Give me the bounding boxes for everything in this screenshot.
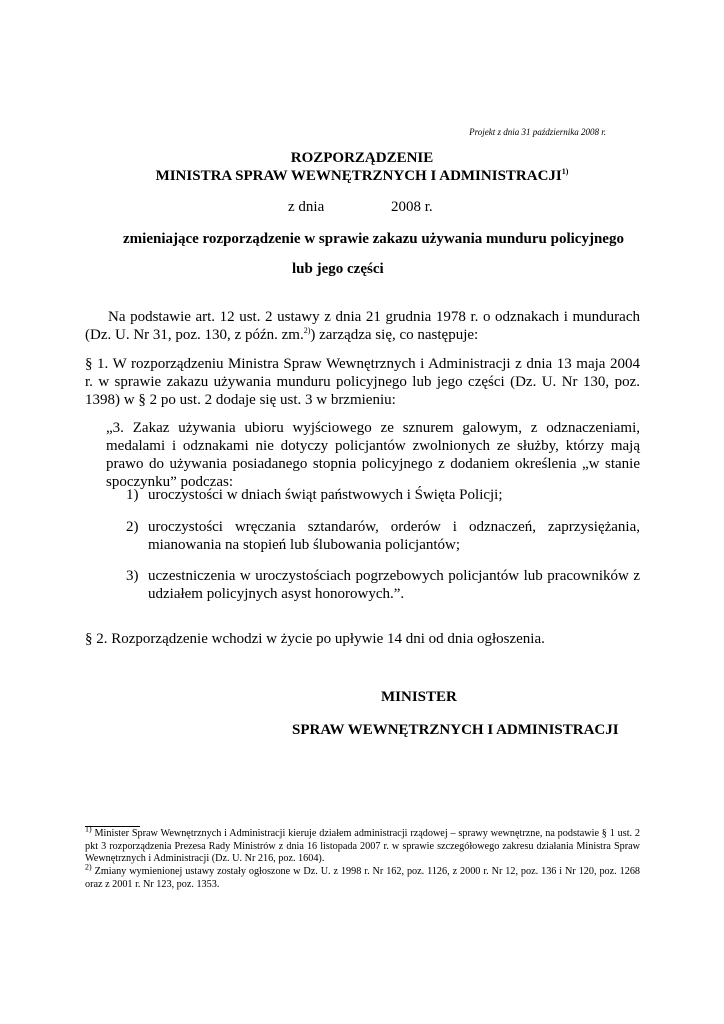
list-item [126,486,640,504]
list-item-text: uroczystości w dniach świąt państwowych i Święta Policji; [148,487,503,503]
footnote-text: Zmiany wymienionej ustawy zostały ogłoszone w Dz. U. z 1998 r. Nr 162, poz. 1126, z 2000 r. Nr 12, poz. 136 i Nr 120, poz. 1268 oraz z 2001 r. Nr 123, poz. 1353. [85,866,641,890]
draft-note: Projekt z dnia 31 października 2008 r. [469,127,606,137]
footnote-ref-2: 2) [303,326,311,335]
issuer-text: MINISTRA SPRAW WEWNĘTRZNYCH I ADMINISTRACJI [155,168,562,184]
list-item-number: 3) [126,568,139,584]
footnote-marker: 1) [85,824,92,834]
list-item [126,567,640,603]
date-line [288,199,433,216]
preamble-text-b: ) zarządza się, co następuje: [310,327,479,343]
subject-line-1: zmieniające rozporządzenie w sprawie zakazu używania munduru policyjnego [123,231,624,247]
footnote-ref-1: 1) [561,167,569,176]
subject-line-2: lub jego części [292,261,384,277]
footnote-divider [85,826,140,827]
date-prefix: z dnia [288,199,325,215]
quoted-provision: „3. Zakaz używania ubioru wyjściowego ze sznurem galowym, z odznaczeniami, medalami i odznakami nie dotyczy policjantów zwolnionych ze służby, którzy mają prawo do używania posiadanego stopnia policyjnego z dodaniem określenia „w stanie spoczynku” podczas: [106,420,640,490]
footnote-marker: 2) [85,862,92,872]
list-item [126,518,640,554]
date-year: 2008 r. [391,199,433,215]
footnote [85,862,641,891]
section-1: § 1. W rozporządzeniu Ministra Spraw Wewnętrznych i Administracji z dnia 13 maja 2004 r. w sprawie zakazu używania munduru policyjnego lub jego części (Dz. U. Nr 130, poz. 1398) w § 2 po ust. 2 dodaje się ust. 3 w brzmieniu: [85,356,640,408]
list-item-text: uroczystości wręczania sztandarów, orderów i odznaczeń, zaprzysiężania, mianowania na stopień lub ślubowania policjantów; [148,519,640,553]
preamble-text-a: Na podstawie art. 12 ust. 2 ustawy z dnia 21 grudnia 1978 r. o odznakach i mundurach (Dz. U. Nr 31, poz. 130, z późn. zm. [85,309,640,343]
signature-ministry: SPRAW WEWNĘTRZNYCH I ADMINISTRACJI [292,722,619,738]
footnote-text: Minister Spraw Wewnętrznych i Administracji kieruje działem administracji rządowej – sprawy wewnętrzne, na podstawie § 1 ust. 2 pkt 3 rozporządzenia Prezesa Rady Ministrów z dnia 16 listopada 2007 r. w sprawie szczegółowego zakresu działania Ministra Spraw Wewnętrznych i Administracji (Dz. U. Nr 216, poz. 1604). [85,828,640,864]
document-issuer [0,168,724,185]
footnote [85,824,640,866]
list-item-number: 1) [126,487,139,503]
list-item-text: uczestniczenia w uroczystościach pogrzebowych policjantów lub pracowników z udziałem policyjnych asyst honorowych.”. [148,568,640,602]
document-title: ROZPORZĄDZENIE [290,150,434,166]
list-item-number: 2) [126,519,139,535]
signature-title: MINISTER [381,689,457,705]
preamble [85,308,640,344]
section-2: § 2. Rozporządzenie wchodzi w życie po upływie 14 dni od dnia ogłoszenia. [85,631,545,647]
